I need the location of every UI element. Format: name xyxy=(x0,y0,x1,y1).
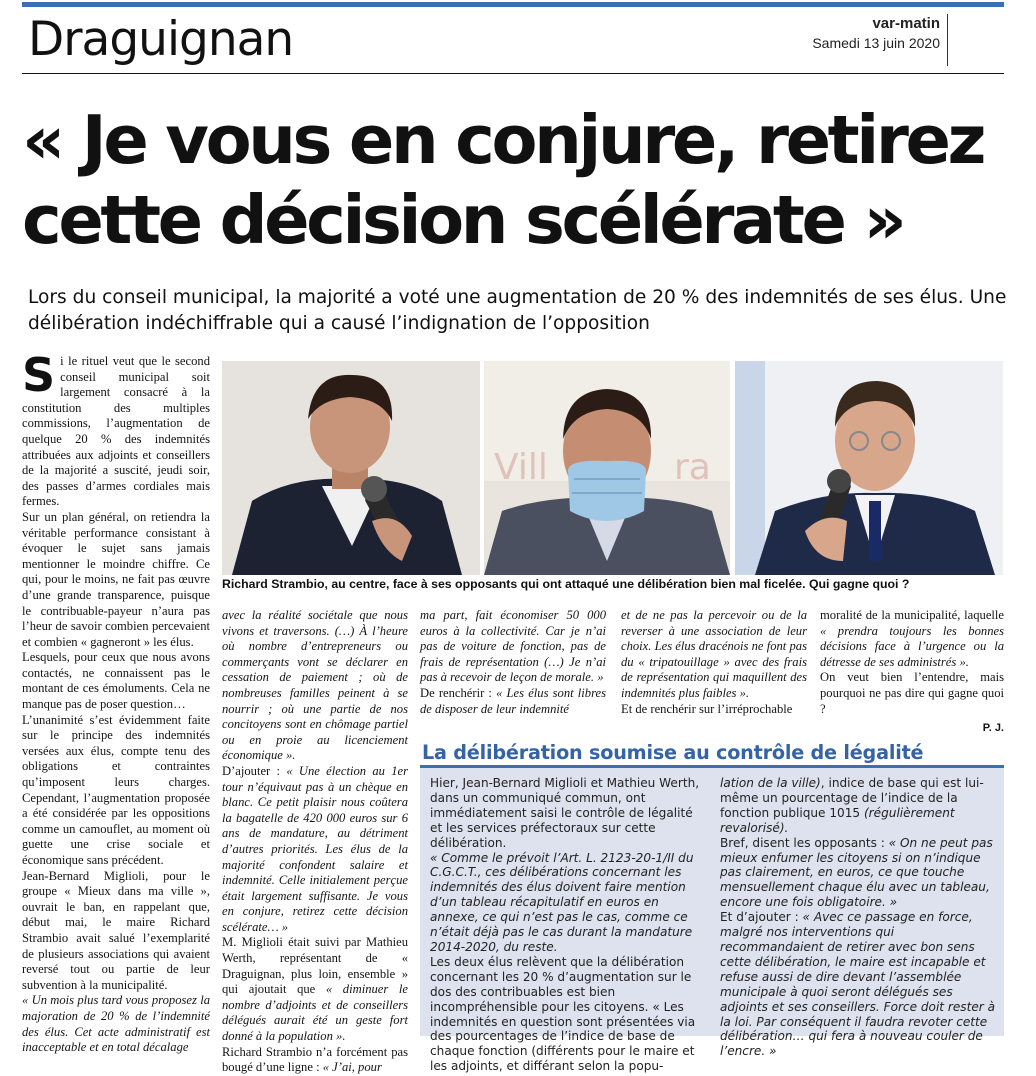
article-column-2 xyxy=(222,608,408,1076)
col5-para-1-lead: moralité de la municipalité, laquelle xyxy=(820,608,1004,622)
article-column-1 xyxy=(22,348,210,1056)
top-accent-bar xyxy=(22,2,1004,7)
box-column-2 xyxy=(720,776,996,1059)
box-column-1 xyxy=(430,776,706,1074)
author-signature: P. J. xyxy=(982,722,1004,735)
col2-para-2-quote: « Une élection au 1er tour n’équivaut pas à un chèque en blanc. Ce petit plaisir nous coûtera la bagatelle de 420 000 euros sur 6 ans de mandature, au détriment d’autres priorités. Les élus de la majorité confondent salaire et indemnité. Celle initialement perçue était largement suffisante. Je vous en conjure, retirez cette décision scélérate… » xyxy=(222,763,408,934)
svg-text:Vill: Vill xyxy=(494,447,548,488)
col2-para-3-quote: « diminuer le nombre d’adjoints et de conseillers délégués aurait été un geste fort donné à la population ». xyxy=(222,982,408,1044)
col2-para-2-lead: D’ajouter : xyxy=(222,763,287,778)
box-col2-para-3-lead: Et d’ajouter : xyxy=(720,910,803,925)
box-col1-para-2: « Comme le prévoit l’Art. L. 2123-20-1/II du C.G.C.T., ces délibérations concernant les indemnités des élus doivent faire mention d’un tableau récapitulatif en euros en annexe, ce qui n’est pas le cas, comme ce n’était déjà pas le cas durant la mandature 2014-2020, du reste. xyxy=(430,850,694,954)
col5-para-1-quote: « prendra toujours les bonnes décisions face à l’urgence ou la détresse de ses administrés ». xyxy=(820,623,1004,669)
col5-para-2: On veut bien l’entendre, mais pourquoi ne pas dire qui gagne quoi ? xyxy=(820,670,1004,716)
article-column-5 xyxy=(820,608,1004,737)
col2-para-3-lead: M. Miglioli était suivi par Mathieu Werth, représentant de « Draguignan, plus loin, ensemble » qui ajoutait que xyxy=(222,935,408,997)
svg-text:ra: ra xyxy=(674,447,711,488)
article-subhead: Lors du conseil municipal, la majorité a voté une augmentation de 20 % des indemnités de ses élus. Une délibération indéchiffrable qui a causé l’indignation de l’opposition xyxy=(28,287,1007,334)
portrait-illustration-left xyxy=(222,361,480,575)
portrait-illustration-right xyxy=(735,361,1003,575)
col4-para-2: Et de renchérir sur l’irréprochable xyxy=(621,701,793,716)
dropcap-letter: S xyxy=(22,348,56,402)
col2-para-1: avec la réalité sociétale que nous vivons et traversons. (…) À l’heure où nombre d’entrepreneurs ou commerçants vont se déclarer en cessation de paiement ; où de nombreuses familles peinent à se nourrir ; où une partie de nos concitoyens sont en chômage partiel ou en proie au licenciement économique ». xyxy=(222,608,408,763)
article-headline: « Je vous en conjure, retirez cette décision scélérate » xyxy=(22,101,984,259)
col1-para-3: Lesquels, pour ceux que nous avons contactés, ne connaissent pas le montant de ces émoluments. Cela ne manque pas de poser question… xyxy=(22,650,210,712)
portrait-illustration-center xyxy=(484,361,730,575)
col2-para-4-lead: Richard Strambio n’a forcément pas bougé d’une ligne : xyxy=(222,1044,408,1075)
box-title: La délibération soumise au contrôle de légalité xyxy=(422,741,924,764)
col3-para-2-quote: « Les élus sont libres de disposer de leur indemnité xyxy=(420,685,606,716)
col1-para-1: i le rituel veut que le second conseil municipal soit largement consacré à la constitution des multiples commissions, l’augmentation de quelque 20 % des indemnités attribuées aux adjoints et conseillers de la majorité a suscité, jeudi soir, des passes d’armes cordiales mais fermes. xyxy=(22,354,210,509)
col3-para-1: ma part, fait économiser 50 000 euros à la collectivité. Car je n’ai pas de voiture de fonction, pas de frais de représentation (…) Je n’ai pas à recevoir de leçon de morale. » xyxy=(420,608,606,685)
photo-caption: Richard Strambio, au centre, face à ses opposants qui ont attaqué une délibération bien mal ficelée. Qui gagne quoi ? xyxy=(222,577,910,591)
photo-opponent-right xyxy=(735,361,1003,575)
masthead-brand xyxy=(812,15,940,53)
photo-opponent-left xyxy=(222,361,480,575)
col1-para-2: Sur un plan général, on retiendra la véritable performance consistant à évoquer le sujet sans jamais mentionner le moindre chiffre. Ce qui, pour le moins, ne fait pas œuvre d’une grande transparence, puisque le contribuable-payeur n’aura pas l’heur de savoir combien percevaient et combien « gagneront » les élus. xyxy=(22,509,210,649)
box-col1-para-3: Les deux élus relèvent que la délibération concernant les 20 % d’augmentation sur le dos des contribuables est bien incompréhensible pour les citoyens. « Les indemnités en question sont présentées via des pourcentages de l’indice de base de chaque fonction (différents pour le maire et les adjoints, et différant selon la popu- xyxy=(430,954,696,1074)
col3-para-2-lead: De renchérir : xyxy=(420,685,497,700)
col4-para-1: et de ne pas la percevoir ou de la reverser à une association de leur choix. Les élus dracénois ne font pas du « tripatouillage » avec des frais de représentation qui maquillent des indemnités plus faibles ». xyxy=(621,608,807,700)
col1-para-4: L’unanimité s’est évidemment faite sur le principe des indemnités versées aux élus, compte tenu des obligations et contraintes qu’imposent leurs charges. Cependant, l’augmentation proposée a été considérée par les oppositions comme un camouflet, au moment où guette une crise sociale et économique sans précédent. xyxy=(22,712,210,867)
box-col2-para-1-quote: lation de la ville) xyxy=(720,776,821,790)
box-col2-para-1-rest: , indice de base qui est lui-même un pourcentage de l’indice de la fonction publique 1015 xyxy=(720,776,984,820)
box-col2-para-2-lead: Bref, disent les opposants : xyxy=(720,835,889,850)
col2-para-4-quote: « J’ai, pour xyxy=(322,1060,382,1075)
publication-date: Samedi 13 juin 2020 xyxy=(812,35,940,51)
box-col2-para-3-quote: « Avec ce passage en force, malgré nos interventions qui recommandaient de retirer avec bon sens cette délibération, le maire est incapable et refuse aussi de dire devant l’assemblée municipale à quoi seront délégués ses adjoints et ses conseillers. Force doit rester à la loi. Par conséquent il faudra revoter cette délibération… qui fera à nouveau couler de l’encre. » xyxy=(720,910,996,1059)
box-col1-para-1: Hier, Jean-Bernard Miglioli et Mathieu Werth, dans un communiqué commun, ont immédiatement saisi le contrôle de légalité et les services préfectoraux sur cette délibération. xyxy=(430,776,700,850)
col1-para-6: « Un mois plus tard vous proposez la majoration de 20 % de l’indemnité des élus. Cet acte administratif est inacceptable et en total décalage xyxy=(22,993,210,1055)
newspaper-name: var-matin xyxy=(872,15,940,32)
box-col2-para-1-quote2: (régulièrement revalorisé). xyxy=(720,805,955,835)
masthead-rule xyxy=(22,73,1004,74)
masthead-divider xyxy=(947,14,948,66)
box-col2-para-2-quote: « On ne peut pas mieux enfumer les citoyens si on n’indique pas clairement, en euros, ce que touche mensuellement chaque élu avec un tableau, encore une fois obligatoire. » xyxy=(720,835,993,910)
article-column-4 xyxy=(621,608,807,717)
col1-para-5: Jean-Bernard Miglioli, pour le groupe « Mieux dans ma ville », ouvrait le ban, en rappelant que, début mai, le maire Richard Strambio avait salué l’exemplarité de plusieurs associations qui avaient reversé tout ou partie de leur subvention à la municipalité. xyxy=(22,868,210,992)
section-title: Draguignan xyxy=(28,12,294,67)
article-column-3 xyxy=(420,608,606,717)
photo-mayor-center xyxy=(484,361,730,575)
